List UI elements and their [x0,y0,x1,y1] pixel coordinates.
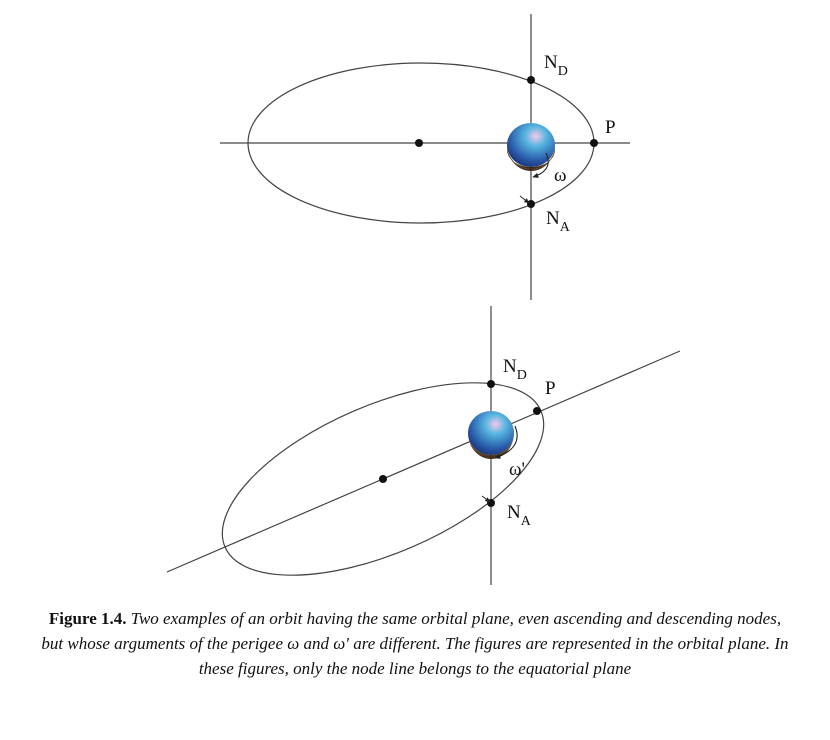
descending-node-dot [527,76,535,84]
perigee-label: P [605,117,616,138]
descending-node-dot [487,380,495,388]
angle-label: ω' [509,459,525,480]
orbit-center-dot [415,139,423,147]
perigee-label: P [545,378,556,399]
figure-caption [40,606,790,681]
descending-node-label: $N_D$ [503,356,527,383]
perigee-dot [533,407,541,415]
ascending-node-dot [527,200,535,208]
orbit-diagram-2 [167,306,680,600]
perigee-dot [590,139,598,147]
orbit-center-dot [379,475,387,483]
orbit-direction-arrow [482,496,490,502]
apse-line [167,351,680,572]
caption-text: Two examples of an orbit having the same orbital plane, even ascending and descending nodes, but whose arguments of the perigee ω and ω′ are different. The figures are represented in the orbital plane. In these figures, only the node line belongs to the equatorial plane [41,609,789,678]
ascending-node-label: $N_A$ [507,502,531,529]
caption-label: Figure 1.4. [48,609,127,628]
orbit-direction-arrow [520,196,529,203]
orbit-diagram-1 [220,14,630,300]
ascending-node-label: $N_A$ [546,208,570,235]
descending-node-label: $N_D$ [544,52,568,79]
angle-label: ω [554,165,567,186]
